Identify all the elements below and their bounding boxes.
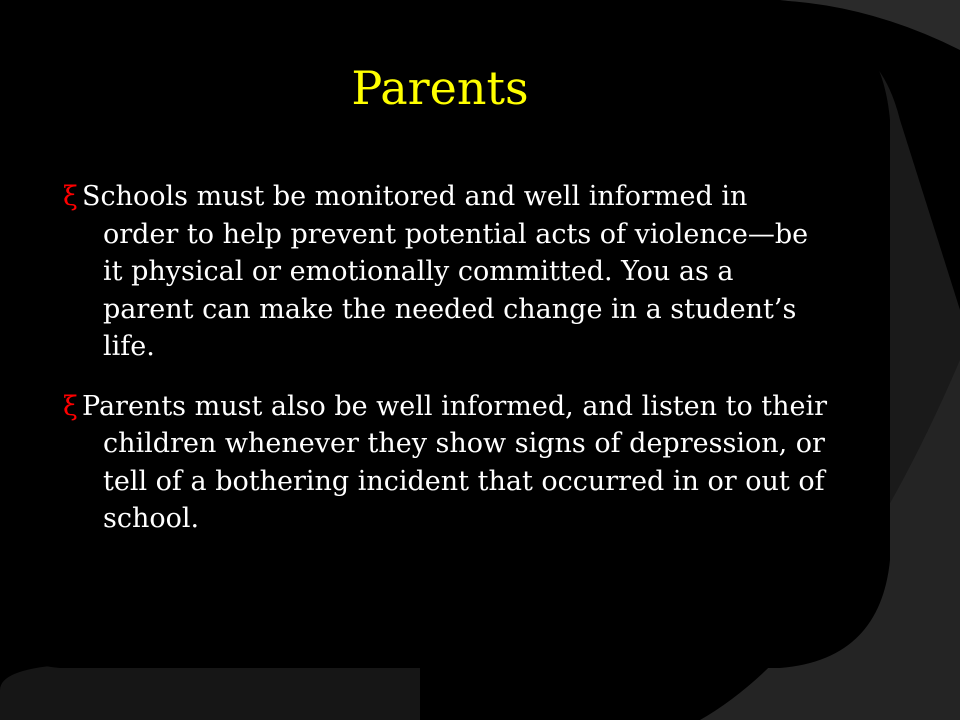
bullet-text-content: Schools must be monitored and well informed in order to help prevent potential acts of violence—be it physical or emotionally committed. You as a parent can make the needed change in a student’s life. [82,181,809,362]
bullet-item [60,178,830,366]
slide-title: Parents [351,61,529,115]
bullet-list [60,178,830,560]
bullet-marker-icon: ξ [63,181,78,212]
bottom-left-shape [0,665,420,720]
bullet-item [60,388,830,538]
bullet-text [82,388,830,538]
bullet-marker-icon: ξ [63,390,78,422]
bullet-text-content: Parents must also be well informed, and listen to their children whenever they show signs of depression, or tell of a bothering incident that occurred in or out of school. [82,390,828,534]
bullet-text [82,178,830,366]
